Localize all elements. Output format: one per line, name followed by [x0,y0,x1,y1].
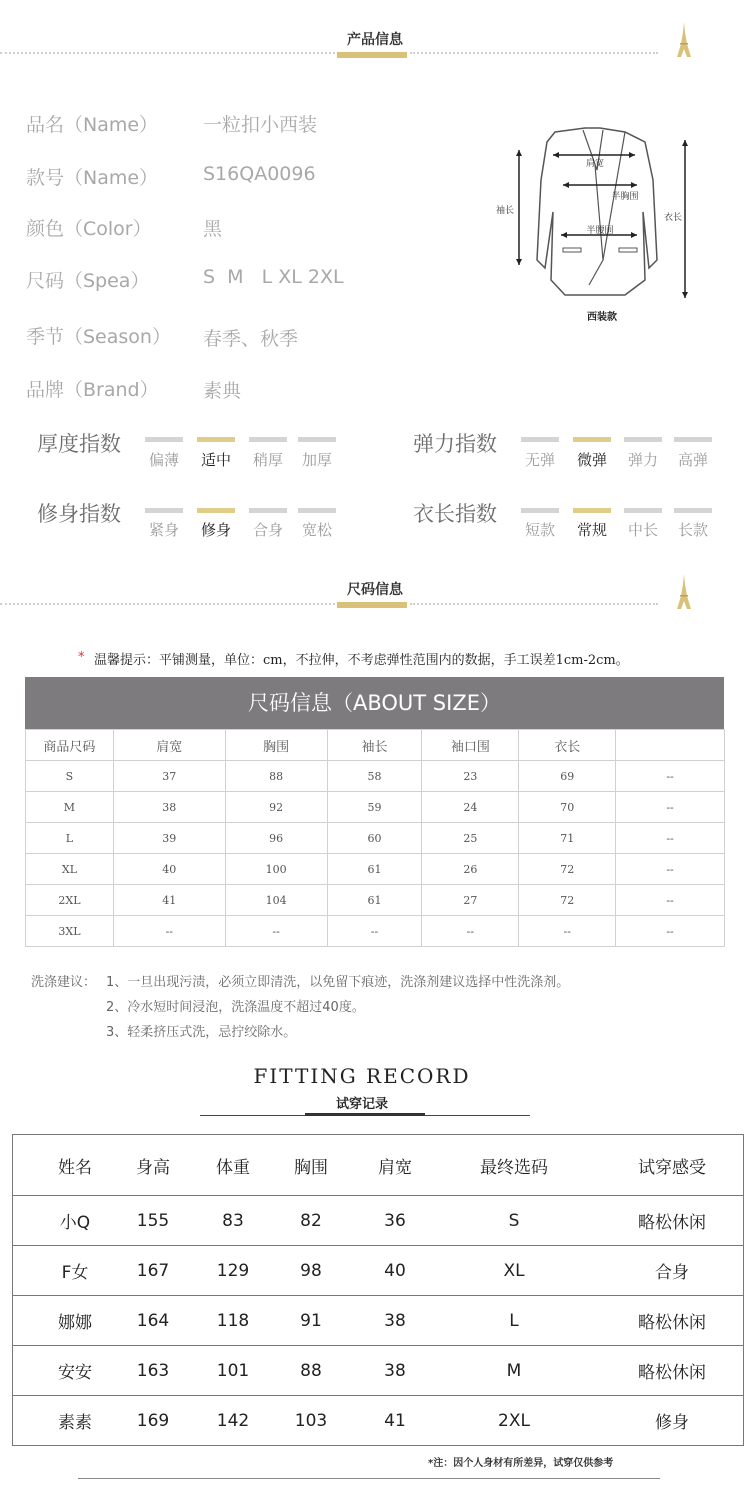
size-table-row [26,823,725,854]
diagram-label-hem: 半腰围 [586,226,614,236]
index-bar [521,437,559,442]
fitting-cell: 素素 [58,1413,92,1433]
size-cell: 23 [422,761,519,792]
wash-item: 1、一旦出现污渍，必须立即清洗，以免留下痕迹，洗涤剂建议选择中性洗涤剂。 [106,975,570,990]
info-label-name: 品名（Name） [26,114,159,136]
size-cell: 2XL [26,885,114,916]
index-title-thickness: 厚度指数 [37,432,121,456]
size-table-row [26,885,725,916]
fitting-cell: 合身 [655,1263,689,1283]
info-label-size: 尺码（Spea） [26,270,150,292]
index-bar-selected [573,508,611,513]
info-label-color: 颜色（Color） [26,218,152,240]
tip-star: * [78,650,85,665]
size-cell: 72 [519,885,616,916]
index-option: 短款 [524,521,555,539]
size-cell: -- [616,761,725,792]
size-cell: 24 [422,792,519,823]
section-title-underline [337,602,407,608]
size-cell: 60 [327,823,422,854]
index-option: 加厚 [301,451,332,469]
fitting-cell: 169 [136,1410,170,1431]
fitting-row [13,1396,743,1446]
fitting-cell: 163 [136,1360,170,1381]
size-cell: -- [225,916,327,947]
fitting-cell: 83 [222,1210,244,1231]
size-cell: -- [327,916,422,947]
wash-item: 2、冷水短时间浸泡，洗涤温度不超过40度。 [106,1000,365,1015]
header-divider-right [410,603,658,605]
fitting-title-cn: 试穿记录 [335,1097,388,1112]
size-header-cell [616,730,725,761]
index-option: 弹力 [627,451,658,469]
fitting-cell: 娜娜 [58,1313,92,1333]
fitting-cell: 略松休闲 [638,1213,706,1233]
size-cell: 104 [225,885,327,916]
fitting-cell: 167 [136,1260,170,1281]
fitting-table [12,1134,744,1446]
fitting-header-cell: 胸围 [294,1157,328,1178]
fitting-cell: 40 [384,1260,406,1281]
size-header-cell: 肩宽 [113,730,225,761]
fitting-cell: 36 [384,1210,406,1231]
index-bar [624,508,662,513]
fitting-cell: 略松休闲 [638,1313,706,1333]
index-bar [298,508,336,513]
size-cell: 3XL [26,916,114,947]
size-table-title: 尺码信息（ABOUT SIZE） [25,677,724,729]
fitting-header-cell: 身高 [136,1157,170,1178]
diagram-label-chest: 半胸围 [611,192,639,202]
header-divider-right [410,52,658,54]
fitting-cell: 38 [384,1310,406,1331]
index-option: 稍厚 [252,451,283,469]
size-table-row [26,761,725,792]
index-option: 无弹 [524,451,555,469]
size-table-row [26,854,725,885]
fitting-cell: 38 [384,1360,406,1381]
info-value-brand: 素典 [203,380,242,402]
size-cell: 70 [519,792,616,823]
size-cell: -- [519,916,616,947]
index-option-selected: 适中 [200,451,231,469]
fitting-cell: 91 [300,1310,322,1331]
info-label-season: 季节（Season） [26,326,171,348]
info-value-color: 黑 [203,218,223,240]
info-value-style: S16QA0096 [203,163,316,185]
fitting-cell: 88 [300,1360,322,1381]
fitting-cell: 82 [300,1210,322,1231]
size-cell: 41 [113,885,225,916]
size-cell: 37 [113,761,225,792]
fitting-cell: 142 [216,1410,250,1431]
fitting-row [13,1296,743,1346]
index-title-length: 衣长指数 [413,502,497,526]
info-label-style: 款号（Name） [26,167,159,189]
size-cell: 100 [225,854,327,885]
measurement-tip: 温馨提示：平铺测量，单位：cm，不拉伸，不考虑弹性范围内的数据，手工误差1cm-2cm。 [94,653,629,668]
fitting-cell: 2XL [498,1410,530,1431]
size-cell: M [26,792,114,823]
index-option-selected: 修身 [200,521,231,539]
size-table [25,729,725,947]
index-option: 高弹 [677,451,708,469]
fitting-cell: XL [503,1260,525,1281]
size-cell: -- [616,792,725,823]
size-cell: XL [26,854,114,885]
fitting-row [13,1246,743,1296]
index-bar-selected [573,437,611,442]
index-bar [674,508,712,513]
size-cell: -- [616,823,725,854]
size-header-cell: 袖口围 [422,730,519,761]
fitting-cell: 164 [136,1310,170,1331]
fitting-cell: 129 [216,1260,250,1281]
size-cell: 39 [113,823,225,854]
fitting-cell: 略松休闲 [638,1363,706,1383]
section-title-underline [337,52,407,58]
fitting-cell: F女 [61,1263,89,1283]
index-bar [521,508,559,513]
diagram-label-shoulder: 肩宽 [585,159,605,169]
index-bar-selected [197,508,235,513]
fitting-cell: 小Q [59,1213,91,1233]
index-option: 偏薄 [148,451,179,469]
fitting-cell: 118 [216,1310,250,1331]
size-cell: 40 [113,854,225,885]
index-option: 长款 [677,521,708,539]
size-cell: L [26,823,114,854]
fitting-header-cell: 试穿感受 [638,1157,706,1178]
fitting-row [13,1196,743,1246]
size-cell: 27 [422,885,519,916]
fitting-header-row [13,1135,743,1196]
info-value-size: S M L XL 2XL [203,266,344,288]
fitting-header-cell: 最终选码 [480,1157,548,1178]
index-bar [298,437,336,442]
fitting-title-en: FITTING RECORD [253,1064,471,1088]
fitting-cell: 103 [294,1410,328,1431]
size-cell: -- [616,854,725,885]
size-cell: 69 [519,761,616,792]
index-option-selected: 微弹 [576,451,607,469]
diagram-label-length: 衣长 [663,213,683,223]
fitting-cell: M [506,1360,522,1381]
index-option: 中长 [627,521,658,539]
wash-item: 3、轻柔挤压式洗，忌拧绞除水。 [106,1025,297,1040]
size-cell: S [26,761,114,792]
index-title-fit: 修身指数 [37,502,121,526]
fitting-cell: 41 [384,1410,406,1431]
size-cell: 26 [422,854,519,885]
index-bar-selected [197,437,235,442]
size-cell: 61 [327,885,422,916]
index-bar [674,437,712,442]
section-title-size: 尺码信息 [347,582,403,598]
jacket-measurement-diagram [485,120,700,330]
fitting-row [13,1346,743,1396]
index-option-selected: 常规 [576,521,607,539]
index-bar [249,437,287,442]
size-header-cell: 商品尺码 [26,730,114,761]
size-header-cell: 胸围 [225,730,327,761]
fitting-cell: 修身 [655,1413,689,1433]
size-cell: 72 [519,854,616,885]
size-cell: -- [113,916,225,947]
fitting-title-accent [305,1113,425,1116]
size-table-row [26,916,725,947]
index-option: 合身 [252,521,283,539]
fitting-header-cell: 体重 [216,1157,250,1178]
index-bar [145,508,183,513]
footer-divider [78,1478,660,1479]
fitting-header-cell: 姓名 [58,1157,92,1178]
size-cell: 59 [327,792,422,823]
size-cell: 92 [225,792,327,823]
size-cell: 61 [327,854,422,885]
eiffel-tower-icon [674,574,694,610]
size-cell: 25 [422,823,519,854]
fitting-note: *注：因个人身材有所差异，试穿仅供参考 [428,1458,614,1469]
size-cell: 58 [327,761,422,792]
size-cell: 38 [113,792,225,823]
index-bar [249,508,287,513]
index-option: 宽松 [301,521,332,539]
eiffel-tower-icon [674,22,694,58]
size-header-cell: 袖长 [327,730,422,761]
header-divider-left [0,603,335,605]
size-cell: -- [616,916,725,947]
fitting-cell: 98 [300,1260,322,1281]
size-cell: -- [616,885,725,916]
size-cell: 88 [225,761,327,792]
size-cell: 96 [225,823,327,854]
info-label-brand: 品牌（Brand） [26,379,159,401]
size-table-row [26,792,725,823]
index-bar [624,437,662,442]
diagram-caption: 西装款 [587,312,617,323]
size-header-cell: 衣长 [519,730,616,761]
size-cell: -- [422,916,519,947]
info-value-season: 春季、秋季 [203,328,299,350]
wash-label: 洗涤建议： [31,975,97,990]
index-bar [145,437,183,442]
fitting-cell: 101 [216,1360,250,1381]
index-title-elasticity: 弹力指数 [413,432,497,456]
size-cell: 71 [519,823,616,854]
fitting-header-cell: 肩宽 [378,1157,412,1178]
diagram-label-sleeve: 袖长 [495,206,515,216]
fitting-cell: L [509,1310,519,1331]
size-table-header-row [26,730,725,761]
header-divider-left [0,52,335,54]
fitting-cell: S [508,1210,520,1231]
info-value-name: 一粒扣小西装 [203,114,318,136]
fitting-cell: 安安 [58,1363,92,1383]
fitting-cell: 155 [136,1210,170,1231]
index-option: 紧身 [148,521,179,539]
section-title-product: 产品信息 [347,32,403,48]
